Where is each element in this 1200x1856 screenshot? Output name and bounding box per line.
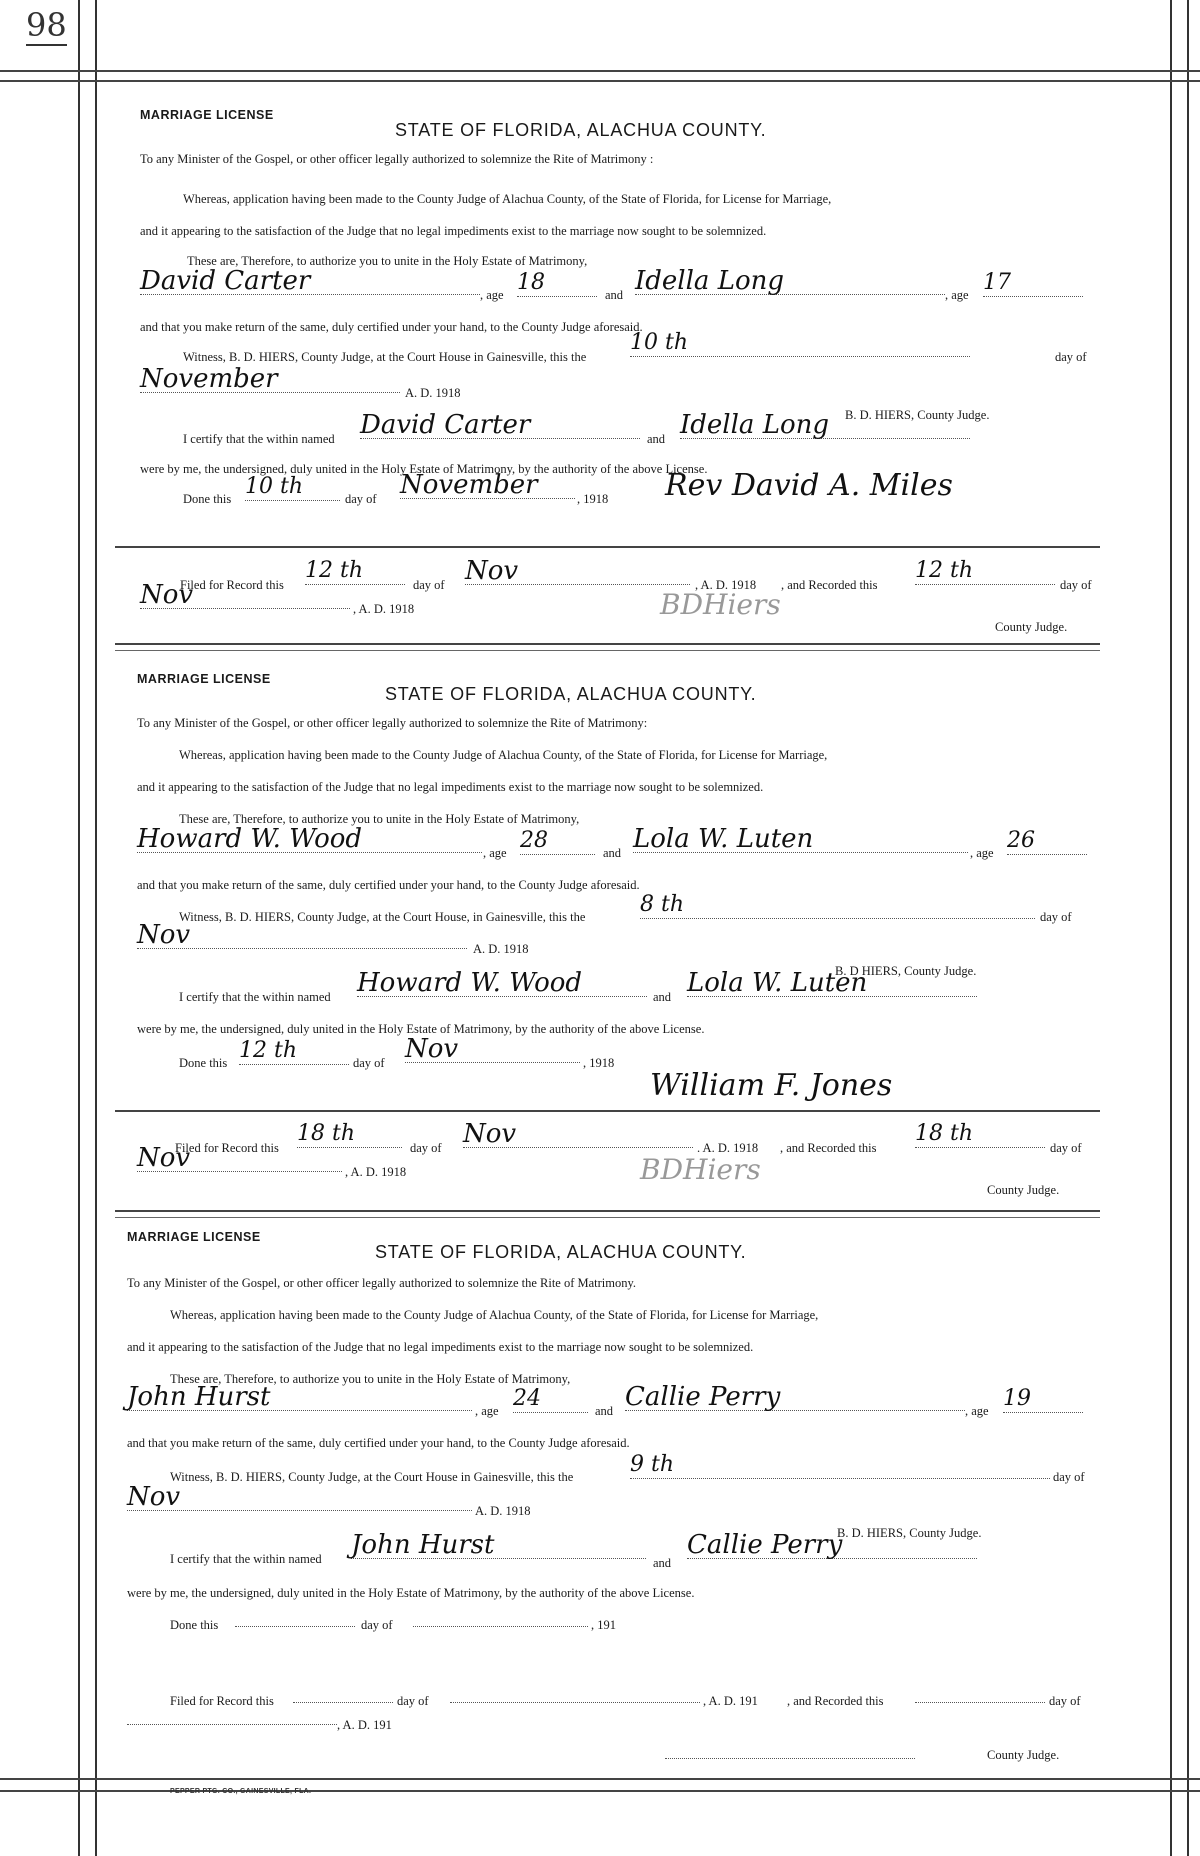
blank-done-day: 12 th bbox=[239, 1038, 349, 1065]
day-of-done: day of bbox=[353, 1056, 385, 1070]
blank-witness-month: Nov bbox=[137, 922, 467, 949]
blank-recorded-day: 12 th bbox=[915, 558, 1055, 585]
appearing-text: and it appearing to the satisfaction of the Judge that no legal impediments exist to the marriage now sought to be solemnized. bbox=[137, 780, 764, 794]
day-of-recorded: day of bbox=[1049, 1694, 1081, 1708]
day-of-label: day of bbox=[1053, 1470, 1085, 1484]
page-number: 98 bbox=[26, 6, 67, 44]
blank-groom-age: 24 bbox=[513, 1386, 588, 1413]
day-of-filed: day of bbox=[410, 1141, 442, 1155]
blank-filed-month: Nov bbox=[463, 1121, 693, 1148]
blank-bride: Callie Perry bbox=[625, 1384, 965, 1411]
day-of-label: day of bbox=[1040, 910, 1072, 924]
license-header: MARRIAGE LICENSE bbox=[140, 108, 274, 122]
ad-year: A. D. 1918 bbox=[473, 942, 529, 956]
blank-done-month bbox=[413, 1600, 588, 1627]
ad-year: A. D. 1918 bbox=[405, 386, 461, 400]
judge-signature-line: B. D. HIERS, County Judge. bbox=[837, 1526, 982, 1540]
these-are-text: These are, Therefore, to authorize you to unite in the Holy Estate of Matrimony, bbox=[170, 1372, 571, 1386]
officiant-signature: William F. Jones bbox=[650, 1068, 893, 1103]
blank-cert-groom: David Carter bbox=[360, 412, 640, 439]
county-judge-label: County Judge. bbox=[995, 620, 1068, 634]
united-text: were by me, the undersigned, duly united in the Holy Estate of Matrimony, by the authority of the above License. bbox=[137, 1022, 705, 1036]
margin-line-right-2 bbox=[1187, 0, 1189, 1856]
blank-filed-day: 12 th bbox=[305, 558, 405, 585]
day-of-recorded: day of bbox=[1050, 1141, 1082, 1155]
age-label: , age bbox=[475, 1404, 499, 1418]
license-state: STATE OF FLORIDA, ALACHUA COUNTY. bbox=[395, 120, 767, 140]
and-label-cert: and bbox=[653, 990, 672, 1004]
blank-filed-month bbox=[450, 1676, 700, 1703]
margin-line-right bbox=[1170, 0, 1172, 1856]
separator-thin bbox=[115, 650, 1100, 651]
and-label-cert: and bbox=[653, 1556, 672, 1570]
license-header: MARRIAGE LICENSE bbox=[127, 1230, 261, 1244]
filed-text: Filed for Record this bbox=[180, 578, 284, 592]
day-of-done: day of bbox=[361, 1618, 393, 1632]
and-label-cert: and bbox=[647, 432, 666, 446]
blank-groom-age: 18 bbox=[517, 270, 597, 297]
blank-cert-bride: Callie Perry bbox=[687, 1532, 977, 1559]
day-of-filed: day of bbox=[397, 1694, 429, 1708]
clerk-signature: BDHiers bbox=[660, 588, 781, 621]
blank-bride: Idella Long bbox=[635, 268, 945, 295]
whereas-text: Whereas, application having been made to the County Judge of Alachua County, of the State of Florida, for License for Marriage, bbox=[179, 748, 828, 762]
witness-text: Witness, B. D. HIERS, County Judge, at the Court House in Gainesville, this the bbox=[183, 350, 587, 364]
certify-text: I certify that the within named bbox=[179, 990, 331, 1004]
witness-text: Witness, B. D. HIERS, County Judge, at the Court House, in Gainesville, this the bbox=[179, 910, 586, 924]
blank-bride-age: 17 bbox=[983, 270, 1083, 297]
printer-imprint: PEPPER PTG. CO., GAINESVILLE, FLA. bbox=[170, 1788, 312, 1795]
whereas-text: Whereas, application having been made to the County Judge of Alachua County, of the State of Florida, for License for Marriage, bbox=[183, 192, 832, 206]
blank-groom: John Hurst bbox=[127, 1384, 472, 1411]
margin-line-left bbox=[78, 0, 80, 1856]
blank-recorded-day: 18 th bbox=[915, 1121, 1045, 1148]
done-year: , 191 bbox=[591, 1618, 616, 1632]
age-label-bride: , age bbox=[945, 288, 969, 302]
blank-filed-month: Nov bbox=[465, 558, 690, 585]
blank-witness-month: November bbox=[140, 366, 400, 393]
blank-clerk-signature bbox=[665, 1732, 915, 1759]
ad-year: A. D. 1918 bbox=[475, 1504, 531, 1518]
license-state: STATE OF FLORIDA, ALACHUA COUNTY. bbox=[375, 1242, 747, 1262]
bottom-rule bbox=[0, 1778, 1200, 1780]
separator bbox=[115, 643, 1100, 645]
recorded-text: , and Recorded this bbox=[781, 578, 878, 592]
day-of-filed: day of bbox=[413, 578, 445, 592]
united-text: were by me, the undersigned, duly united in the Holy Estate of Matrimony, by the authority of the above License. bbox=[127, 1586, 695, 1600]
blank-recorded-month bbox=[127, 1698, 337, 1725]
done-year: , 1918 bbox=[583, 1056, 615, 1070]
judge-signature-line: B. D HIERS, County Judge. bbox=[835, 964, 977, 978]
recorded-ad: , A. D. 1918 bbox=[345, 1165, 407, 1179]
blank-recorded-month: Nov bbox=[140, 582, 350, 609]
return-text: and that you make return of the same, duly certified under your hand, to the County Judge aforesaid. bbox=[127, 1436, 630, 1450]
return-text: and that you make return of the same, duly certified under your hand, to the County Judge aforesaid. bbox=[140, 320, 643, 334]
county-judge-label: County Judge. bbox=[987, 1183, 1060, 1197]
united-text: were by me, the undersigned, duly united in the Holy Estate of Matrimony, by the authority of the above License. bbox=[140, 462, 708, 476]
blank-filed-day: 18 th bbox=[297, 1121, 402, 1148]
to-any-minister: To any Minister of the Gospel, or other officer legally authorized to solemnize the Rite of Matrimony: bbox=[137, 716, 648, 730]
blank-groom: David Carter bbox=[140, 268, 480, 295]
age-label: , age bbox=[483, 846, 507, 860]
age-label-bride: , age bbox=[970, 846, 994, 860]
and-label: and bbox=[605, 288, 624, 302]
return-text: and that you make return of the same, duly certified under your hand, to the County Judge aforesaid. bbox=[137, 878, 640, 892]
done-this: Done this bbox=[179, 1056, 228, 1070]
certify-text: I certify that the within named bbox=[183, 432, 335, 446]
day-of-recorded: day of bbox=[1060, 578, 1092, 592]
blank-cert-bride: Idella Long bbox=[680, 412, 970, 439]
clerk-signature: BDHiers bbox=[640, 1153, 761, 1186]
appearing-text: and it appearing to the satisfaction of the Judge that no legal impediments exist to the marriage now sought to be solemnized. bbox=[127, 1340, 754, 1354]
blank-bride-age: 26 bbox=[1007, 828, 1087, 855]
blank-done-day bbox=[235, 1600, 355, 1627]
judge-signature-line: B. D. HIERS, County Judge. bbox=[845, 408, 990, 422]
done-this: Done this bbox=[170, 1618, 219, 1632]
age-label-bride: , age bbox=[965, 1404, 989, 1418]
recorded-text: , and Recorded this bbox=[780, 1141, 877, 1155]
blank-done-month: November bbox=[400, 472, 575, 499]
county-judge-label: County Judge. bbox=[987, 1748, 1060, 1762]
blank-done-month: Nov bbox=[405, 1036, 580, 1063]
blank-witness-day: 10 th bbox=[630, 330, 970, 357]
blank-bride: Lola W. Luten bbox=[633, 826, 968, 853]
officiant-signature: Rev David A. Miles bbox=[665, 468, 953, 503]
day-of-done: day of bbox=[345, 492, 377, 506]
top-rule bbox=[0, 70, 1200, 72]
filed-ad: , A. D. 1918 bbox=[695, 578, 757, 592]
separator-thin bbox=[115, 1217, 1100, 1218]
and-label: and bbox=[603, 846, 622, 860]
recorded-text: , and Recorded this bbox=[787, 1694, 884, 1708]
blank-recorded-month: Nov bbox=[137, 1145, 342, 1172]
top-rule-2 bbox=[0, 80, 1200, 82]
recorded-ad: , A. D. 1918 bbox=[353, 602, 415, 616]
separator bbox=[115, 1210, 1100, 1212]
separator bbox=[115, 546, 1100, 548]
done-this: Done this bbox=[183, 492, 232, 506]
these-are-text: These are, Therefore, to authorize you to unite in the Holy Estate of Matrimony, bbox=[179, 812, 580, 826]
margin-line-left-2 bbox=[95, 0, 97, 1856]
these-are-text: These are, Therefore, to authorize you to unite in the Holy Estate of Matrimony, bbox=[187, 254, 588, 268]
day-of-label: day of bbox=[1055, 350, 1087, 364]
blank-witness-month: Nov bbox=[127, 1484, 472, 1511]
blank-recorded-day bbox=[915, 1676, 1045, 1703]
blank-cert-bride: Lola W. Luten bbox=[687, 970, 977, 997]
filed-ad: , A. D. 191 bbox=[703, 1694, 758, 1708]
license-header: MARRIAGE LICENSE bbox=[137, 672, 271, 686]
whereas-text: Whereas, application having been made to the County Judge of Alachua County, of the State of Florida, for License for Marriage, bbox=[170, 1308, 819, 1322]
license-state: STATE OF FLORIDA, ALACHUA COUNTY. bbox=[385, 684, 757, 704]
certify-text: I certify that the within named bbox=[170, 1552, 322, 1566]
age-label: , age bbox=[480, 288, 504, 302]
blank-groom: Howard W. Wood bbox=[137, 826, 482, 853]
to-any-minister: To any Minister of the Gospel, or other officer legally authorized to solemnize the Rite of Matrimony. bbox=[127, 1276, 637, 1290]
blank-cert-groom: John Hurst bbox=[351, 1532, 646, 1559]
filed-text: Filed for Record this bbox=[175, 1141, 279, 1155]
blank-cert-groom: Howard W. Wood bbox=[357, 970, 647, 997]
blank-groom-age: 28 bbox=[520, 828, 595, 855]
done-year: , 1918 bbox=[577, 492, 609, 506]
and-label: and bbox=[595, 1404, 614, 1418]
blank-done-day: 10 th bbox=[245, 474, 340, 501]
appearing-text: and it appearing to the satisfaction of the Judge that no legal impediments exist to the marriage now sought to be solemnized. bbox=[140, 224, 767, 238]
blank-bride-age: 19 bbox=[1003, 1386, 1083, 1413]
recorded-ad: , A. D. 191 bbox=[337, 1718, 392, 1732]
to-any-minister: To any Minister of the Gospel, or other officer legally authorized to solemnize the Rite of Matrimony : bbox=[140, 152, 654, 166]
separator bbox=[115, 1110, 1100, 1112]
witness-text: Witness, B. D. HIERS, County Judge, at the Court House in Gainesville, this the bbox=[170, 1470, 574, 1484]
filed-ad: . A. D. 1918 bbox=[697, 1141, 759, 1155]
blank-witness-day: 8 th bbox=[640, 892, 1035, 919]
blank-witness-day: 9 th bbox=[630, 1452, 1050, 1479]
filed-text: Filed for Record this bbox=[170, 1694, 274, 1708]
